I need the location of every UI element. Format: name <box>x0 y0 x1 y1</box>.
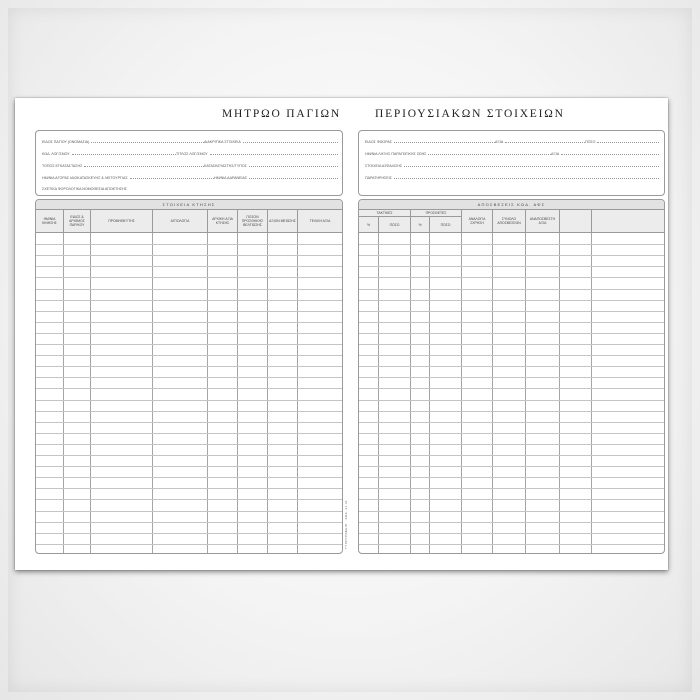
row-line <box>36 277 342 278</box>
row-line <box>359 422 664 423</box>
info-field: ΗΜ/ΝΙΑ ΛΗΞΗΣ ΠΑΡΑΓΩΓΙΚΗΣ ΖΩΗΣ <box>365 147 551 156</box>
register-sheet <box>15 98 668 570</box>
printer-code-note: ΤΥΠΟΓΡΑΦΕΙΟ · ΚΩΔ. 21.31 <box>344 500 348 549</box>
row-line <box>36 522 342 523</box>
info-field: ΚΩΔ. ΛΟΓ/ΣΜΟΥ <box>42 147 176 156</box>
row-line <box>359 311 664 312</box>
row-line <box>359 377 664 378</box>
column-header: ΠΡΟΜΗΘΕΥΤΗΣ <box>90 210 152 232</box>
row-line <box>359 388 664 389</box>
row-line <box>36 289 342 290</box>
row-line <box>36 488 342 489</box>
table-header <box>359 210 664 233</box>
column-header: ΤΕΛΙΚΗ ΑΞΙΑ <box>297 210 342 232</box>
row-line <box>359 444 664 445</box>
info-field: ΤΙΤΛΟΣ ΛΟΓ/ΣΜΟΥ <box>176 147 338 156</box>
row-line <box>359 522 664 523</box>
column-header <box>591 210 664 232</box>
info-field: ΚΑΤΑΣΚΕΥΑΣΤΗΣ/ΤΥΠΟΣ <box>204 159 338 168</box>
table-band-title: ΣΤΟΙΧΕΙΑ ΚΤΗΣΗΣ <box>36 200 342 210</box>
row-line <box>359 300 664 301</box>
column-header: ΑΝΑΠΟΣΒΕΣΤΗ ΑΞΙΑ <box>525 210 559 232</box>
row-line <box>36 455 342 456</box>
info-field: ΠΑΡΑΤΗΡΗΣΕΙΣ <box>365 171 659 180</box>
row-line <box>36 366 342 367</box>
row-line <box>36 311 342 312</box>
row-line <box>359 366 664 367</box>
column-group-regular: ΤΑΚΤΙΚΕΣ <box>359 210 410 217</box>
info-field: ΕΙΔΟΣ ΠΑΓΙΟΥ (ΟΝΟΜΑΣΙΑ) <box>42 135 204 144</box>
acquisition-table <box>35 199 343 554</box>
row-line <box>36 477 342 478</box>
row-line <box>36 411 342 412</box>
info-field: ΑΞΙΑ <box>495 135 585 144</box>
table-body <box>359 233 664 553</box>
row-line <box>36 355 342 356</box>
row-line <box>359 289 664 290</box>
column-header: % <box>366 222 370 227</box>
info-field: ΣΤΟΙΧΕΙΑ ΑΣΦΑΛΙΣΗΣ <box>365 159 659 168</box>
column-header: ΠΟΣΟ <box>429 217 461 232</box>
info-field: ΗΜ/ΝΙΑ ΑΓΟΡΑΣ ΙΔΙΟΚΑΤΑΣΚΕΥΗΣ & ΛΕΙΤΟΥΡΓΙΑΣ <box>42 171 214 180</box>
row-line <box>36 433 342 434</box>
row-line <box>36 400 342 401</box>
row-line <box>36 466 342 467</box>
info-field: ΗΜ/ΝΙΑ ΑΔΡΑΝΕΙΑΣ <box>214 171 338 180</box>
column-group-extra: ΠΡΟΣΘΕΤΕΣ <box>410 210 461 217</box>
row-line <box>359 277 664 278</box>
row-line <box>36 377 342 378</box>
row-line <box>359 488 664 489</box>
row-line <box>36 444 342 445</box>
row-line <box>36 388 342 389</box>
row-line <box>359 411 664 412</box>
title-left: ΜΗΤΡΩΟ ΠΑΓΙΩΝ <box>221 108 341 120</box>
row-line <box>359 322 664 323</box>
row-line <box>36 499 342 500</box>
right-page <box>341 98 668 570</box>
row-line <box>36 533 342 534</box>
column-header: ΠΟΣΟΝ ΠΡΟΣΘΗΚΗΣ ΒΕΛΤΙΩΣΗΣ <box>237 210 267 232</box>
row-line <box>359 455 664 456</box>
table-band-title: ΑΠΟΣΒΕΣΕΙΣ ΚΩΔ. ΑΦΣ <box>359 200 664 210</box>
info-field: ΣΧΕΤΙΚΑ ΦΟΡΟΛΟΓΙΚΑ ΝΟΜΟΘΕΣΙΑ ΑΠΟΚΤΗΣΗΣ <box>42 187 127 191</box>
row-line <box>359 400 664 401</box>
info-field: ΤΟΠΟΣ ΕΓΚΑΤΑΣΤΑΣΗΣ <box>42 159 204 168</box>
row-line <box>359 255 664 256</box>
row-line <box>36 422 342 423</box>
depreciation-info-box <box>358 130 665 196</box>
row-line <box>359 355 664 356</box>
row-line <box>359 333 664 334</box>
row-line <box>36 544 342 545</box>
table-body <box>36 233 342 553</box>
column-header: ΣΥΝΟΛΟ ΑΠΟΣΒΕΣΕΩΝ <box>492 210 525 232</box>
row-line <box>359 344 664 345</box>
row-line <box>36 333 342 334</box>
column-header: ΑΙΤΙΟΛΟΓΙΑ <box>152 210 207 232</box>
info-field: ΔΙΑΚΡΙΤΙΚΑ ΣΤΟΙΧΕΙΑ <box>204 135 338 144</box>
row-line <box>359 533 664 534</box>
row-line <box>359 466 664 467</box>
asset-info-box <box>35 130 343 196</box>
column-header: ΠΟΣΟ <box>378 217 410 232</box>
row-line <box>359 266 664 267</box>
left-page <box>15 98 341 570</box>
row-line <box>359 477 664 478</box>
row-line <box>359 433 664 434</box>
column-header: ΑΝΑΛΟΓΙΑ ΣΧΡΗΣΗ <box>461 210 492 232</box>
row-line <box>36 244 342 245</box>
column-header: ΑΡΧΙΚΗ ΑΞΙΑ ΚΤΗΣΗΣ <box>207 210 237 232</box>
row-line <box>359 544 664 545</box>
info-field: ΕΙΔΟΣ ΦΘΟΡΑΣ <box>365 135 495 144</box>
info-field: ΠΟΣΟ <box>585 135 659 144</box>
column-header <box>559 210 591 232</box>
table-header <box>36 210 342 233</box>
row-line <box>359 511 664 512</box>
column-header: ΗΜ/ΝΙΑ ΚΙΝΗΣΗΣ <box>42 216 57 225</box>
depreciation-table <box>358 199 665 554</box>
title-right: ΠΕΡΙΟΥΣΙΑΚΩΝ ΣΤΟΙΧΕΙΩΝ <box>375 108 565 120</box>
row-line <box>36 344 342 345</box>
row-line <box>36 300 342 301</box>
column-header: % <box>410 217 429 232</box>
row-line <box>36 255 342 256</box>
column-header: ΑΞΙΟΝ ΜΕΙΩΣΗΣ <box>267 210 297 232</box>
row-line <box>359 499 664 500</box>
row-line <box>36 511 342 512</box>
info-field: ΑΞΙΑ <box>551 147 659 156</box>
row-line <box>36 322 342 323</box>
row-line <box>36 266 342 267</box>
column-header: ΕΙΔΟΣ & ΑΡΙΘΜΟΣ ΠΑΡ/ΚΟΥ <box>63 210 90 232</box>
row-line <box>359 244 664 245</box>
